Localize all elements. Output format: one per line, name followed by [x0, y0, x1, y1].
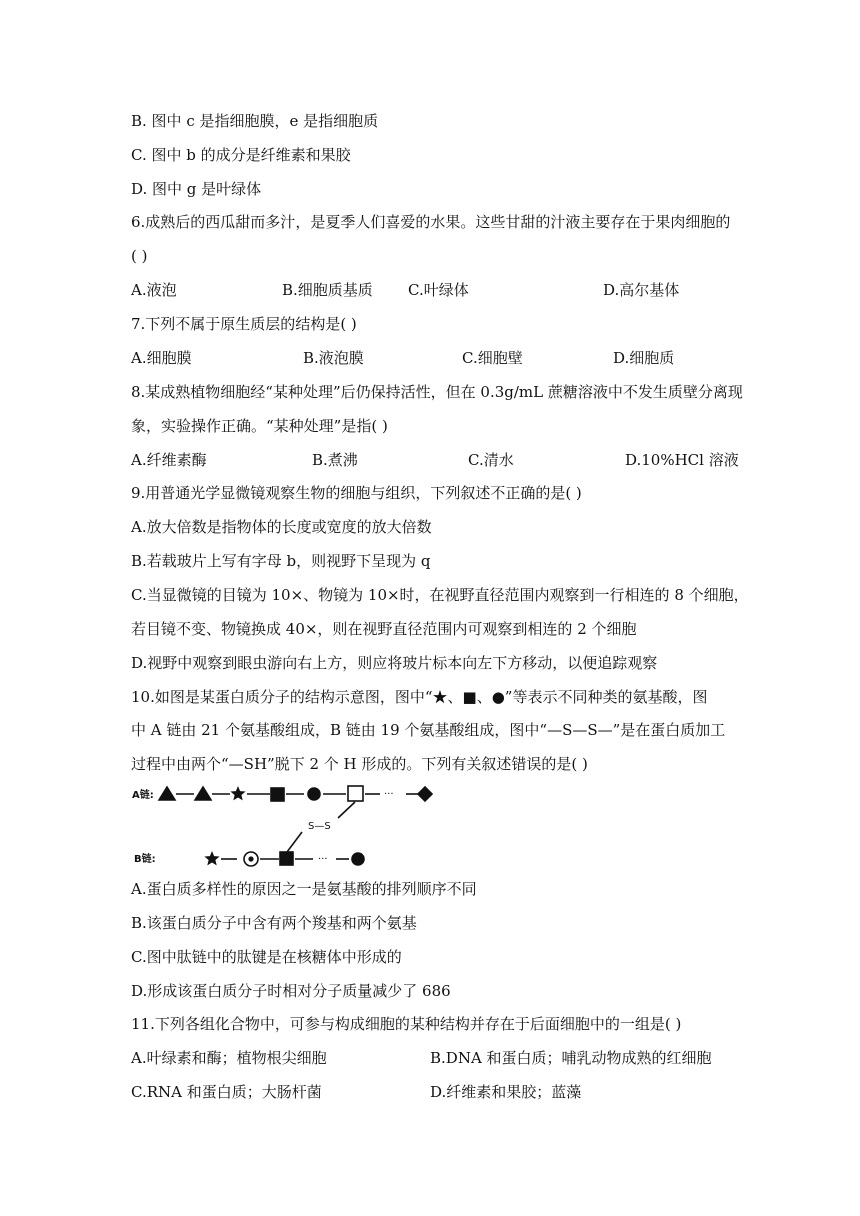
star-residue: [230, 786, 245, 800]
q6-option-b: B.细胞质基质: [282, 281, 373, 299]
q10-option-b: B.该蛋白质分子中含有两个羧基和两个氨基: [131, 914, 417, 932]
q6-options: [131, 280, 731, 300]
q10-stem-line2: 中 A 链由 21 个氨基酸组成，B 链由 19 个氨基酸组成，图中“—S—S—”是在蛋白质加工: [131, 721, 726, 739]
q8-option-a: A.纤维素酶: [131, 451, 207, 469]
q9-option-b: B.若载玻片上写有字母 b，则视野下呈现为 q: [131, 552, 431, 570]
q6-option-c: C.叶绿体: [408, 281, 469, 299]
q11-options-row1: [131, 1048, 731, 1068]
q11-option-b: B.DNA 和蛋白质；哺乳动物成熟的红细胞: [430, 1049, 712, 1067]
q9-option-c-line1: C.当显微镜的目镜为 10×、物镜为 10×时，在视野直径范围内观察到一行相连的 8 个细胞，: [131, 586, 749, 604]
triangle-residue: [195, 787, 211, 800]
q9-option-a: A.放大倍数是指物体的长度或宽度的放大倍数: [131, 518, 432, 536]
disulfide-label: S—S: [308, 821, 331, 832]
q7-options: [131, 348, 731, 368]
diamond-residue: [418, 787, 432, 801]
star-residue: [204, 851, 219, 865]
q7-option-b: B.液泡膜: [303, 349, 364, 367]
q11-option-d: D.纤维素和果胶；蓝藻: [430, 1083, 582, 1101]
protein-structure-figure: [120, 778, 450, 874]
q10-stem-line3: 过程中由两个“—SH”脱下 2 个 H 形成的。下列有关叙述错误的是( ): [131, 755, 588, 773]
q8-stem-line2: 象，实验操作正确。“某种处理”是指( ): [131, 417, 388, 435]
q7-option-d: D.细胞质: [613, 349, 675, 367]
bond-a-to-s: [338, 802, 355, 818]
q8-option-d: D.10%HCl 溶液: [625, 451, 739, 469]
circle-residue: [308, 788, 320, 800]
square-residue: [280, 852, 293, 865]
q5-option-b: B. 图中 c 是指细胞膜，e 是指细胞质: [131, 112, 379, 130]
q5-option-c: C. 图中 b 的成分是纤维素和果胶: [131, 146, 351, 164]
q7-option-c: C.细胞壁: [462, 349, 523, 367]
chain-a-label: A链:: [132, 790, 154, 801]
q10-stem-line1: 10.如图是某蛋白质分子的结构示意图，图中“★、■、●”等表示不同种类的氨基酸，图: [131, 688, 708, 706]
triangle-residue: [159, 787, 175, 800]
q7-stem: 7.下列不属于原生质层的结构是( ): [131, 315, 357, 333]
q8-options: [131, 450, 739, 470]
q10-option-c: C.图中肽链中的肽键是在核糖体中形成的: [131, 948, 402, 966]
q10-option-a: A.蛋白质多样性的原因之一是氨基酸的排列顺序不同: [131, 880, 477, 898]
q5-option-d: D. 图中 g 是叶绿体: [131, 180, 262, 198]
q11-stem: 11.下列各组化合物中，可参与构成细胞的某种结构并存在于后面细胞中的一组是( ): [131, 1015, 682, 1033]
q6-stem-line2: ( ): [131, 247, 148, 265]
q11-option-a: A.叶绿素和酶；植物根尖细胞: [131, 1049, 327, 1067]
q6-stem-line1: 6.成熟后的西瓜甜而多汁，是夏季人们喜爱的水果。这些甘甜的汁液主要存在于果肉细胞的: [131, 213, 731, 231]
chain-a-ellipsis: ···: [384, 789, 394, 800]
q6-option-d: D.高尔基体: [603, 281, 680, 299]
bond-s-to-b: [287, 832, 302, 852]
chain-b-ellipsis: ···: [318, 854, 328, 865]
chain-b-label: B链:: [134, 854, 156, 865]
q9-stem: 9.用普通光学显微镜观察生物的细胞与组织，下列叙述不正确的是( ): [131, 484, 582, 502]
chain-b: [204, 851, 364, 866]
q9-option-d: D.视野中观察到眼虫游向右上方，则应将玻片标本向左下方移动，以便追踪观察: [131, 654, 658, 672]
q8-stem-line1: 8.某成熟植物细胞经“某种处理”后仍保持活性，但在 0.3g/mL 蔗糖溶液中不发生质壁分离现: [131, 383, 743, 401]
q11-options-row2: [131, 1082, 731, 1102]
q8-option-b: B.煮沸: [312, 451, 358, 469]
q8-option-c: C.清水: [468, 451, 514, 469]
circle-residue: [352, 853, 364, 865]
q10-option-d: D.形成该蛋白质分子时相对分子质量减少了 686: [131, 982, 451, 1000]
open-square-residue: [348, 786, 363, 801]
q9-option-c-line2: 若目镜不变、物镜换成 40×，则在视野直径范围内可观察到相连的 2 个细胞: [131, 620, 637, 638]
q11-option-c: C.RNA 和蛋白质；大肠杆菌: [131, 1083, 322, 1101]
q7-option-a: A.细胞膜: [131, 349, 192, 367]
q6-option-a: A.液泡: [131, 281, 177, 299]
square-residue: [271, 788, 284, 801]
